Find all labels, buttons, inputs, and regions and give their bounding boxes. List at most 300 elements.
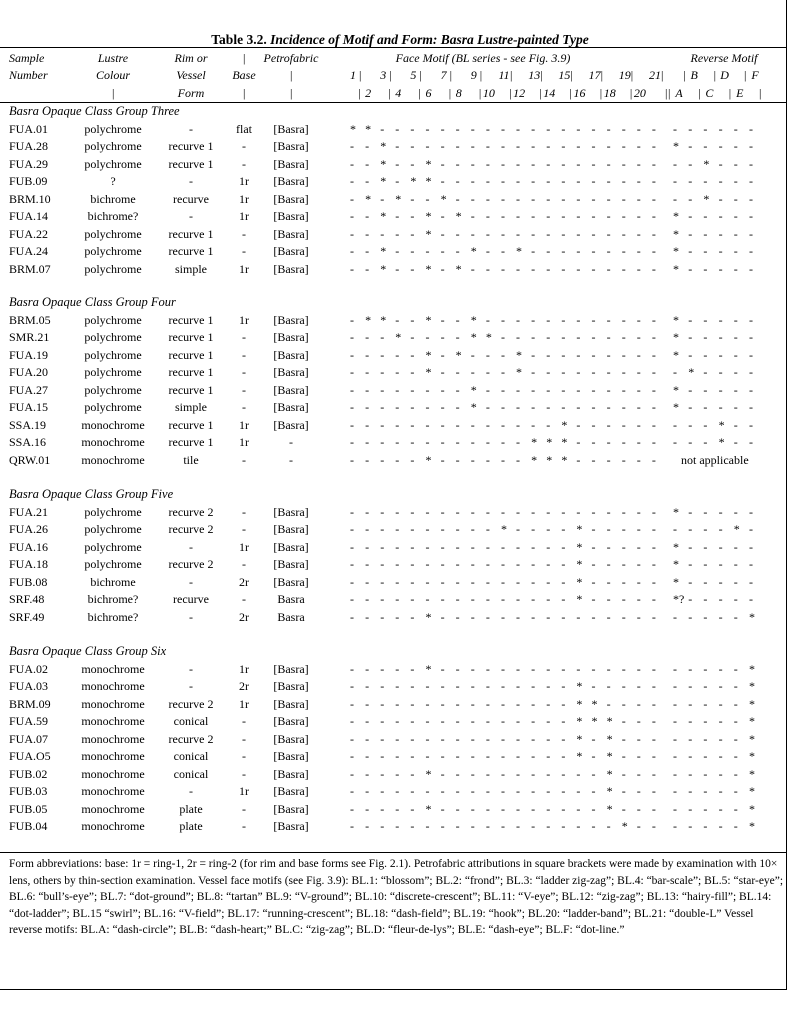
petrofabric: [Basra]: [273, 731, 309, 746]
face-motif-number: 20: [633, 86, 646, 100]
header-divider: |: [759, 86, 762, 100]
base-form: -: [242, 819, 246, 834]
header-rim-line2: Vessel: [176, 68, 206, 82]
header-divider: |: [358, 86, 361, 100]
reverse-motif-marks: - - - - - *: [673, 696, 755, 711]
reverse-motif-marks: - - - * - -: [673, 417, 753, 432]
table-row: [0, 784, 787, 801]
petrofabric: [Basra]: [273, 662, 309, 676]
sample-number: SMR.21: [9, 330, 50, 345]
sample-number: FUA.16: [9, 539, 49, 554]
face-motif-number: 4: [395, 86, 402, 100]
face-motif-number: 16: [573, 86, 586, 100]
sample-number: FUA.24: [9, 244, 49, 259]
vessel-form: -: [189, 662, 193, 676]
face-motif-marks: - - - - - * - - - - - - - - - - - * - - -: [350, 766, 656, 781]
table-row: [0, 802, 787, 819]
table-row: [0, 714, 787, 731]
base-form: -: [242, 592, 246, 607]
header-divider: |: [359, 68, 362, 82]
base-form: -: [242, 452, 246, 467]
table-row: [0, 348, 787, 365]
reverse-motif-marks: - - - - - *: [673, 714, 755, 729]
reverse-motif-marks: * - - - - -: [673, 539, 753, 554]
table-row: [0, 610, 787, 627]
petrofabric: [Basra]: [273, 766, 309, 781]
header-divider: |: [243, 51, 246, 65]
header-petrofabric: Petrofabric: [263, 51, 319, 65]
face-motif-marks: - - - - - - - - - - - - - - - * * - - - -: [350, 696, 656, 711]
face-motif-marks: - - - - - - - - - - - - - - - * - - - - -: [350, 557, 656, 572]
table-row: [0, 192, 787, 209]
vessel-form: recurve 2: [168, 731, 214, 746]
sample-number: FUB.08: [9, 574, 48, 589]
vessel-form: recurve 2: [168, 505, 214, 519]
face-motif-marks: - - - - - - - - - - - - - - - - - - * - -: [350, 819, 656, 834]
face-motif-number: 21: [649, 68, 661, 82]
vessel-form: -: [189, 209, 193, 224]
reverse-motif-marks: * - - - - -: [673, 244, 753, 259]
sample-number: FUA.03: [9, 679, 49, 694]
sample-number: FUB.05: [9, 801, 48, 816]
base-form: -: [242, 505, 246, 519]
face-motif-marks: - - - - - - - - * - - - - - - - - - - - -: [350, 400, 656, 415]
header-divider: |: [728, 86, 732, 100]
vessel-form: recurve 1: [168, 156, 214, 171]
petrofabric: [Basra]: [273, 400, 309, 415]
face-motif-marks: - - - - - * - - - - - - * * * - - - - - -: [350, 452, 656, 467]
base-form: -: [242, 347, 246, 362]
base-form: -: [242, 801, 246, 816]
reverse-motif-marks: * - - - - -: [673, 400, 753, 415]
reverse-motif-marks: * - - - - -: [673, 557, 753, 572]
vessel-form: recurve 1: [168, 330, 214, 345]
table-row: [0, 313, 787, 330]
sample-number: QRW.01: [9, 452, 51, 467]
group-heading: Basra Opaque Class Group Three: [9, 104, 180, 118]
reverse-motif-marks: - - * - - -: [673, 191, 753, 206]
sample-number: FUA.14: [9, 209, 49, 224]
table-row: [0, 227, 787, 244]
table-row: [0, 592, 787, 609]
lustre-colour: polychrome: [84, 347, 142, 362]
lustre-colour: monochrome: [81, 714, 145, 729]
sample-number: FUB.04: [9, 819, 48, 834]
face-motif-number: 17: [588, 68, 601, 82]
petrofabric: [Basra]: [273, 679, 309, 694]
face-motif-marks: - - * - - * - * - - - - - - - - - - - - -: [350, 261, 656, 276]
header-sample-line2: Number: [9, 68, 48, 82]
face-motif-marks: - - - - - - - - - - - - - - - * - - - - -: [350, 539, 656, 554]
reverse-motif-marks: * - - - - -: [673, 505, 753, 519]
table-row: [0, 767, 787, 784]
header-reverse-motif: Reverse Motif: [690, 51, 758, 65]
sample-number: BRM.05: [9, 313, 51, 327]
reverse-motif-marks: * - - - - -: [673, 226, 753, 241]
sample-number: FUA.O5: [9, 749, 51, 764]
base-form: 1r: [239, 784, 249, 799]
lustre-colour: polychrome: [84, 382, 142, 397]
lustre-colour: monochrome: [81, 452, 145, 467]
base-form: -: [242, 400, 246, 415]
petrofabric: Basra: [277, 609, 305, 624]
vessel-form: recurve 1: [168, 382, 214, 397]
header-divider: |: [661, 68, 664, 82]
sample-number: FUB.03: [9, 784, 48, 799]
header-divider: |: [599, 86, 603, 100]
base-form: -: [242, 365, 246, 380]
lustre-colour: monochrome: [81, 749, 145, 764]
sample-number: FUA.01: [9, 122, 49, 136]
petrofabric: [Basra]: [273, 347, 309, 362]
lustre-colour: bichrome: [90, 574, 136, 589]
lustre-colour: polychrome: [84, 522, 142, 537]
face-motif-marks: - - * - - - - - * - - * - - - - - - - - -: [350, 244, 656, 259]
table-row: [0, 662, 787, 679]
base-form: 1r: [239, 417, 249, 432]
header-face-motif: Face Motif (BL series - see Fig. 3.9): [395, 51, 571, 65]
face-motif-marks: - - - - - * - - - - - - - - - - - - - - -: [350, 662, 656, 676]
header-divider: |: [290, 68, 293, 82]
sample-number: FUA.22: [9, 226, 49, 241]
petrofabric: [Basra]: [273, 539, 309, 554]
header-divider: |: [389, 68, 392, 82]
petrofabric: [Basra]: [273, 122, 309, 136]
vessel-form: -: [189, 574, 193, 589]
header-top-rule: [0, 47, 787, 48]
face-motif-marks: - - * - * * - - - - - - - - - - - - - - -: [350, 174, 656, 189]
petrofabric: -: [289, 435, 293, 450]
base-form: 1r: [239, 209, 249, 224]
table-row: [0, 575, 787, 592]
lustre-colour: polychrome: [84, 365, 142, 380]
vessel-form: recurve 1: [168, 365, 214, 380]
reverse-motif-marks: * - - - - -: [673, 139, 753, 154]
petrofabric: [Basra]: [273, 714, 309, 729]
header-base: Base: [232, 68, 256, 82]
reverse-motif-marks: - - - - - *: [673, 784, 755, 799]
sample-number: FUA.02: [9, 662, 49, 676]
header-divider: |: [479, 68, 483, 82]
petrofabric: [Basra]: [273, 696, 309, 711]
petrofabric: [Basra]: [273, 174, 309, 189]
base-form: 1r: [239, 174, 249, 189]
base-form: 2r: [239, 609, 249, 624]
base-form: -: [242, 731, 246, 746]
face-motif-marks: - - - - - - - - - - - - - - - - - * - - -: [350, 784, 656, 799]
lustre-colour: monochrome: [81, 679, 145, 694]
reverse-motif-marks: * - - - - -: [673, 330, 753, 345]
face-motif-number: 9: [470, 68, 477, 82]
face-motif-marks: - - - * - - - - * * - - - - - - - - - - -: [350, 330, 656, 345]
petrofabric: [Basra]: [273, 784, 309, 799]
vessel-form: recurve 1: [168, 417, 214, 432]
base-form: -: [242, 749, 246, 764]
header-divider: |: [713, 68, 716, 82]
header-divider: |: [569, 86, 572, 100]
table-row: [0, 383, 787, 400]
face-motif-marks: - - - - - - - - - - - - - - - * - * - - -: [350, 749, 656, 764]
header-divider: |: [668, 86, 671, 100]
table-row: [0, 749, 787, 766]
face-motif-number: 8: [455, 86, 462, 100]
face-motif-marks: - - - - - * - - - - - - - - - - - - - - -: [350, 609, 656, 624]
lustre-colour: monochrome: [81, 784, 145, 799]
face-motif-marks: - - - - - * - - - - - * - - - - - - - - -: [350, 365, 656, 380]
lustre-colour: monochrome: [81, 696, 145, 711]
reverse-motif-letter: A: [675, 86, 683, 100]
face-motif-number: 19: [618, 68, 631, 82]
header-lustre-line2: Colour: [95, 68, 131, 82]
header-divider: |: [600, 68, 603, 82]
base-form: 1r: [239, 313, 249, 327]
base-form: 1r: [239, 662, 249, 676]
reverse-motif-marks: * - - - - -: [673, 347, 753, 362]
base-form: -: [242, 226, 246, 241]
reverse-motif-marks: - - - * - -: [673, 435, 753, 450]
reverse-motif-marks: - - - - - *: [673, 819, 755, 834]
face-motif-marks: - - - - - - - - - - - - - - - - - - - - -: [350, 505, 656, 519]
base-form: 2r: [239, 574, 249, 589]
reverse-motif-marks: - - - - - *: [673, 749, 755, 764]
face-motif-number: 18: [603, 86, 616, 100]
face-motif-number: 2: [365, 86, 372, 100]
table-row: [0, 557, 787, 574]
table-row: [0, 679, 787, 696]
sample-number: FUA.59: [9, 714, 49, 729]
lustre-colour: monochrome: [81, 819, 145, 834]
petrofabric: [Basra]: [273, 417, 309, 432]
sample-number: BRM.07: [9, 261, 51, 276]
table-row: [0, 697, 787, 714]
vessel-form: -: [189, 539, 193, 554]
face-motif-marks: - - - - - * - - - - - - - - - - - - - - -: [350, 226, 656, 241]
reverse-motif-letter: D: [720, 68, 729, 82]
lustre-colour: polychrome: [84, 557, 142, 572]
petrofabric: -: [289, 452, 293, 467]
face-motif-marks: - - - - - * - * - - - * - - - - - - - - -: [350, 347, 656, 362]
face-motif-marks: - - - - - - - - - - - - - - - * - * - - -: [350, 731, 656, 746]
petrofabric: [Basra]: [273, 261, 309, 276]
reverse-motif-marks: - - - - - *: [673, 731, 755, 746]
sample-number: SRF.49: [9, 609, 45, 624]
base-form: 1r: [239, 539, 249, 554]
lustre-colour: polychrome: [84, 330, 142, 345]
lustre-colour: ?: [110, 174, 116, 189]
petrofabric: [Basra]: [273, 505, 309, 519]
lustre-colour: polychrome: [84, 156, 142, 171]
lustre-colour: monochrome: [81, 435, 145, 450]
table-row: [0, 139, 787, 156]
group-heading: Basra Opaque Class Group Five: [9, 487, 174, 501]
table-row: [0, 819, 787, 836]
header-divider: |: [243, 86, 246, 100]
lustre-colour: bichrome?: [87, 609, 139, 624]
sample-number: FUB.02: [9, 766, 48, 781]
reverse-motif-marks: * - - - - -: [673, 261, 753, 276]
reverse-motif-marks: - - * - - -: [673, 156, 753, 171]
petrofabric: [Basra]: [273, 191, 309, 206]
base-form: 1r: [239, 191, 249, 206]
vessel-form: plate: [179, 819, 203, 834]
lustre-colour: monochrome: [81, 801, 145, 816]
face-motif-number: 13: [528, 68, 541, 82]
sample-number: FUA.20: [9, 365, 49, 380]
base-form: 1r: [239, 261, 249, 276]
table-row: [0, 157, 787, 174]
face-motif-number: 5: [410, 68, 417, 82]
lustre-colour: polychrome: [84, 139, 142, 154]
reverse-motif-marks: - - - - - *: [673, 662, 755, 676]
face-motif-number: 6: [425, 86, 432, 100]
table-row: [0, 174, 787, 191]
vessel-form: conical: [173, 749, 209, 764]
vessel-form: -: [189, 174, 193, 189]
header-rim-line1: Rim or: [174, 51, 208, 65]
base-form: 1r: [239, 696, 249, 711]
face-motif-number: 10: [482, 86, 495, 100]
vessel-form: -: [189, 122, 193, 136]
header-divider: |: [290, 86, 293, 100]
table-row: [0, 453, 787, 470]
petrofabric: [Basra]: [273, 139, 309, 154]
header-divider: |: [509, 86, 512, 100]
petrofabric: [Basra]: [273, 801, 309, 816]
reverse-motif-marks: - - - - - -: [673, 122, 753, 136]
face-motif-marks: - - - - - - - - - - - - - - - * - - - - -: [350, 592, 656, 607]
face-motif-marks: - - - - - - - - - - - - - - - * - - - - -: [350, 679, 656, 694]
table-row: [0, 732, 787, 749]
table-caption: Incidence of Motif and Form: Basra Lustre-painted Type: [270, 32, 589, 47]
sample-number: FUA.07: [9, 731, 49, 746]
lustre-colour: monochrome: [81, 766, 145, 781]
lustre-colour: bichrome?: [87, 209, 139, 224]
header-divider: |: [388, 86, 391, 100]
header-divider: |: [744, 68, 747, 82]
table-row: [0, 505, 787, 522]
header-divider: |: [112, 86, 115, 100]
table-row: [0, 365, 787, 382]
sample-number: FUA.28: [9, 139, 49, 154]
petrofabric: [Basra]: [273, 819, 309, 834]
petrofabric: [Basra]: [273, 330, 309, 345]
lustre-colour: polychrome: [84, 244, 142, 259]
header-divider: |: [419, 68, 422, 82]
reverse-motif-letter: B: [690, 68, 698, 82]
sample-number: SSA.16: [9, 435, 47, 450]
sample-number: FUA.29: [9, 156, 49, 171]
vessel-form: plate: [179, 801, 203, 816]
reverse-motif-letter: C: [705, 86, 714, 100]
base-form: -: [242, 156, 246, 171]
vessel-form: recurve 1: [168, 139, 214, 154]
vessel-form: conical: [173, 766, 209, 781]
vessel-form: recurve 2: [168, 522, 214, 537]
vessel-form: conical: [173, 714, 209, 729]
face-motif-number: 7: [440, 68, 447, 82]
header-divider: |: [630, 68, 634, 82]
header-divider: |: [683, 68, 686, 82]
lustre-colour: polychrome: [84, 261, 142, 276]
vessel-form: simple: [175, 400, 207, 415]
reverse-motif-marks: - - - - - *: [673, 609, 755, 624]
footnote: Form abbreviations: base: 1r = ring-1, 2r = ring-2 (for rim and base forms see Fig. 2.1). Petrofabric attributions in square brackets were made by examination with 10× lens, others by thin-section examination. Vessel face motifs (see Fig. 3.9): BL.1: “blossom”; BL.2: “frond”; BL.3: “ladder zig-zag”; BL.4: “bar-scale”; BL.5: “star-eye”; BL.6: “bull’s-eye”; BL.7: “dot-ground”; BL.8: “tartan” BL.9: “V-ground”; BL.10: “discrete-crescent”; BL.11: “V-eye”; BL.12: “zig-zag”; BL.13: “hairy-fill”; BL.14: “dot-ladder”; BL.15 “swirl”; BL.16: “V-field”; BL.17: “running-crescent”; BL.18: “dash-field”; BL.19: “hook”; BL.20: “ladder-band”; BL.21: “double-L” Vessel reverse motifs: BL.A: “dash-circle”; BL.B: “dash-heart;” BL.C: “zig-zag”; BL.D: “fleur-de-lys”; BL.E: “dash-eye”; BL.F: “dot-line.”: [9, 858, 784, 936]
face-motif-marks: - * * - - * - - * - - - - - - - - - - - -: [350, 313, 656, 327]
table-row: [0, 244, 787, 261]
vessel-form: recurve 2: [168, 557, 214, 572]
petrofabric: [Basra]: [273, 749, 309, 764]
sample-number: FUA.18: [9, 557, 49, 572]
lustre-colour: polychrome: [84, 226, 142, 241]
footnote-rule: [0, 852, 787, 853]
header-divider: |: [539, 86, 542, 100]
petrofabric: [Basra]: [273, 522, 309, 537]
header-divider: |: [448, 86, 452, 100]
vessel-form: recurve 1: [168, 226, 214, 241]
lustre-colour: bichrome: [90, 191, 136, 206]
petrofabric: [Basra]: [273, 156, 309, 171]
table-row: [0, 435, 787, 452]
reverse-motif-letter: E: [736, 86, 744, 100]
group-heading: Basra Opaque Class Group Four: [9, 295, 176, 309]
lustre-colour: polychrome: [84, 400, 142, 415]
reverse-motif-letter: F: [751, 68, 759, 82]
base-form: -: [242, 714, 246, 729]
petrofabric: Basra: [277, 592, 305, 607]
table-row: [0, 209, 787, 226]
face-motif-number: 15: [558, 68, 571, 82]
face-motif-marks: - - * - - * - - - - - - - - - - - - - - -: [350, 156, 656, 171]
header-divider: |: [540, 68, 543, 82]
reverse-motif-marks: *? - - - - -: [673, 592, 753, 607]
table-row: [0, 418, 787, 435]
base-form: 2r: [239, 679, 249, 694]
table-row: [0, 122, 787, 139]
lustre-colour: monochrome: [81, 662, 145, 676]
reverse-motif-marks: * - - - - -: [673, 209, 753, 224]
sample-number: BRM.10: [9, 191, 51, 206]
sample-number: FUA.27: [9, 382, 49, 397]
sample-number: FUA.15: [9, 400, 49, 415]
face-motif-number: 14: [543, 86, 556, 100]
vessel-form: tile: [183, 452, 199, 467]
face-motif-number: 12: [513, 86, 526, 100]
petrofabric: [Basra]: [273, 365, 309, 380]
reverse-motif-note: not applicable: [681, 452, 749, 467]
face-motif-number: 3: [380, 68, 387, 82]
table-row: [0, 262, 787, 279]
face-motif-marks: * * - - - - - - - - - - - - - - - - - - -: [350, 122, 656, 136]
face-motif-marks: - - - - - - - - - - - - - - - * * * - - -: [350, 714, 656, 729]
vessel-form: simple: [175, 261, 207, 276]
face-motif-number: 1: [350, 68, 356, 82]
header-divider: |: [570, 68, 573, 82]
lustre-colour: monochrome: [81, 417, 145, 432]
lustre-colour: bichrome?: [87, 592, 139, 607]
base-form: -: [242, 330, 246, 345]
face-motif-marks: - - - - - * - - - - - - - - - - - * - - -: [350, 801, 656, 816]
table-row: [0, 400, 787, 417]
lustre-colour: polychrome: [84, 313, 142, 327]
vessel-form: recurve 1: [168, 313, 214, 327]
petrofabric: [Basra]: [273, 313, 309, 327]
base-form: flat: [236, 122, 252, 136]
vessel-form: recurve 1: [168, 244, 214, 259]
vessel-form: -: [189, 609, 193, 624]
reverse-motif-marks: * - - - - -: [673, 313, 753, 327]
header-bottom-rule: [0, 102, 787, 103]
face-motif-marks: - - * - - * - * - - - - - - - - - - - - -: [350, 209, 656, 224]
